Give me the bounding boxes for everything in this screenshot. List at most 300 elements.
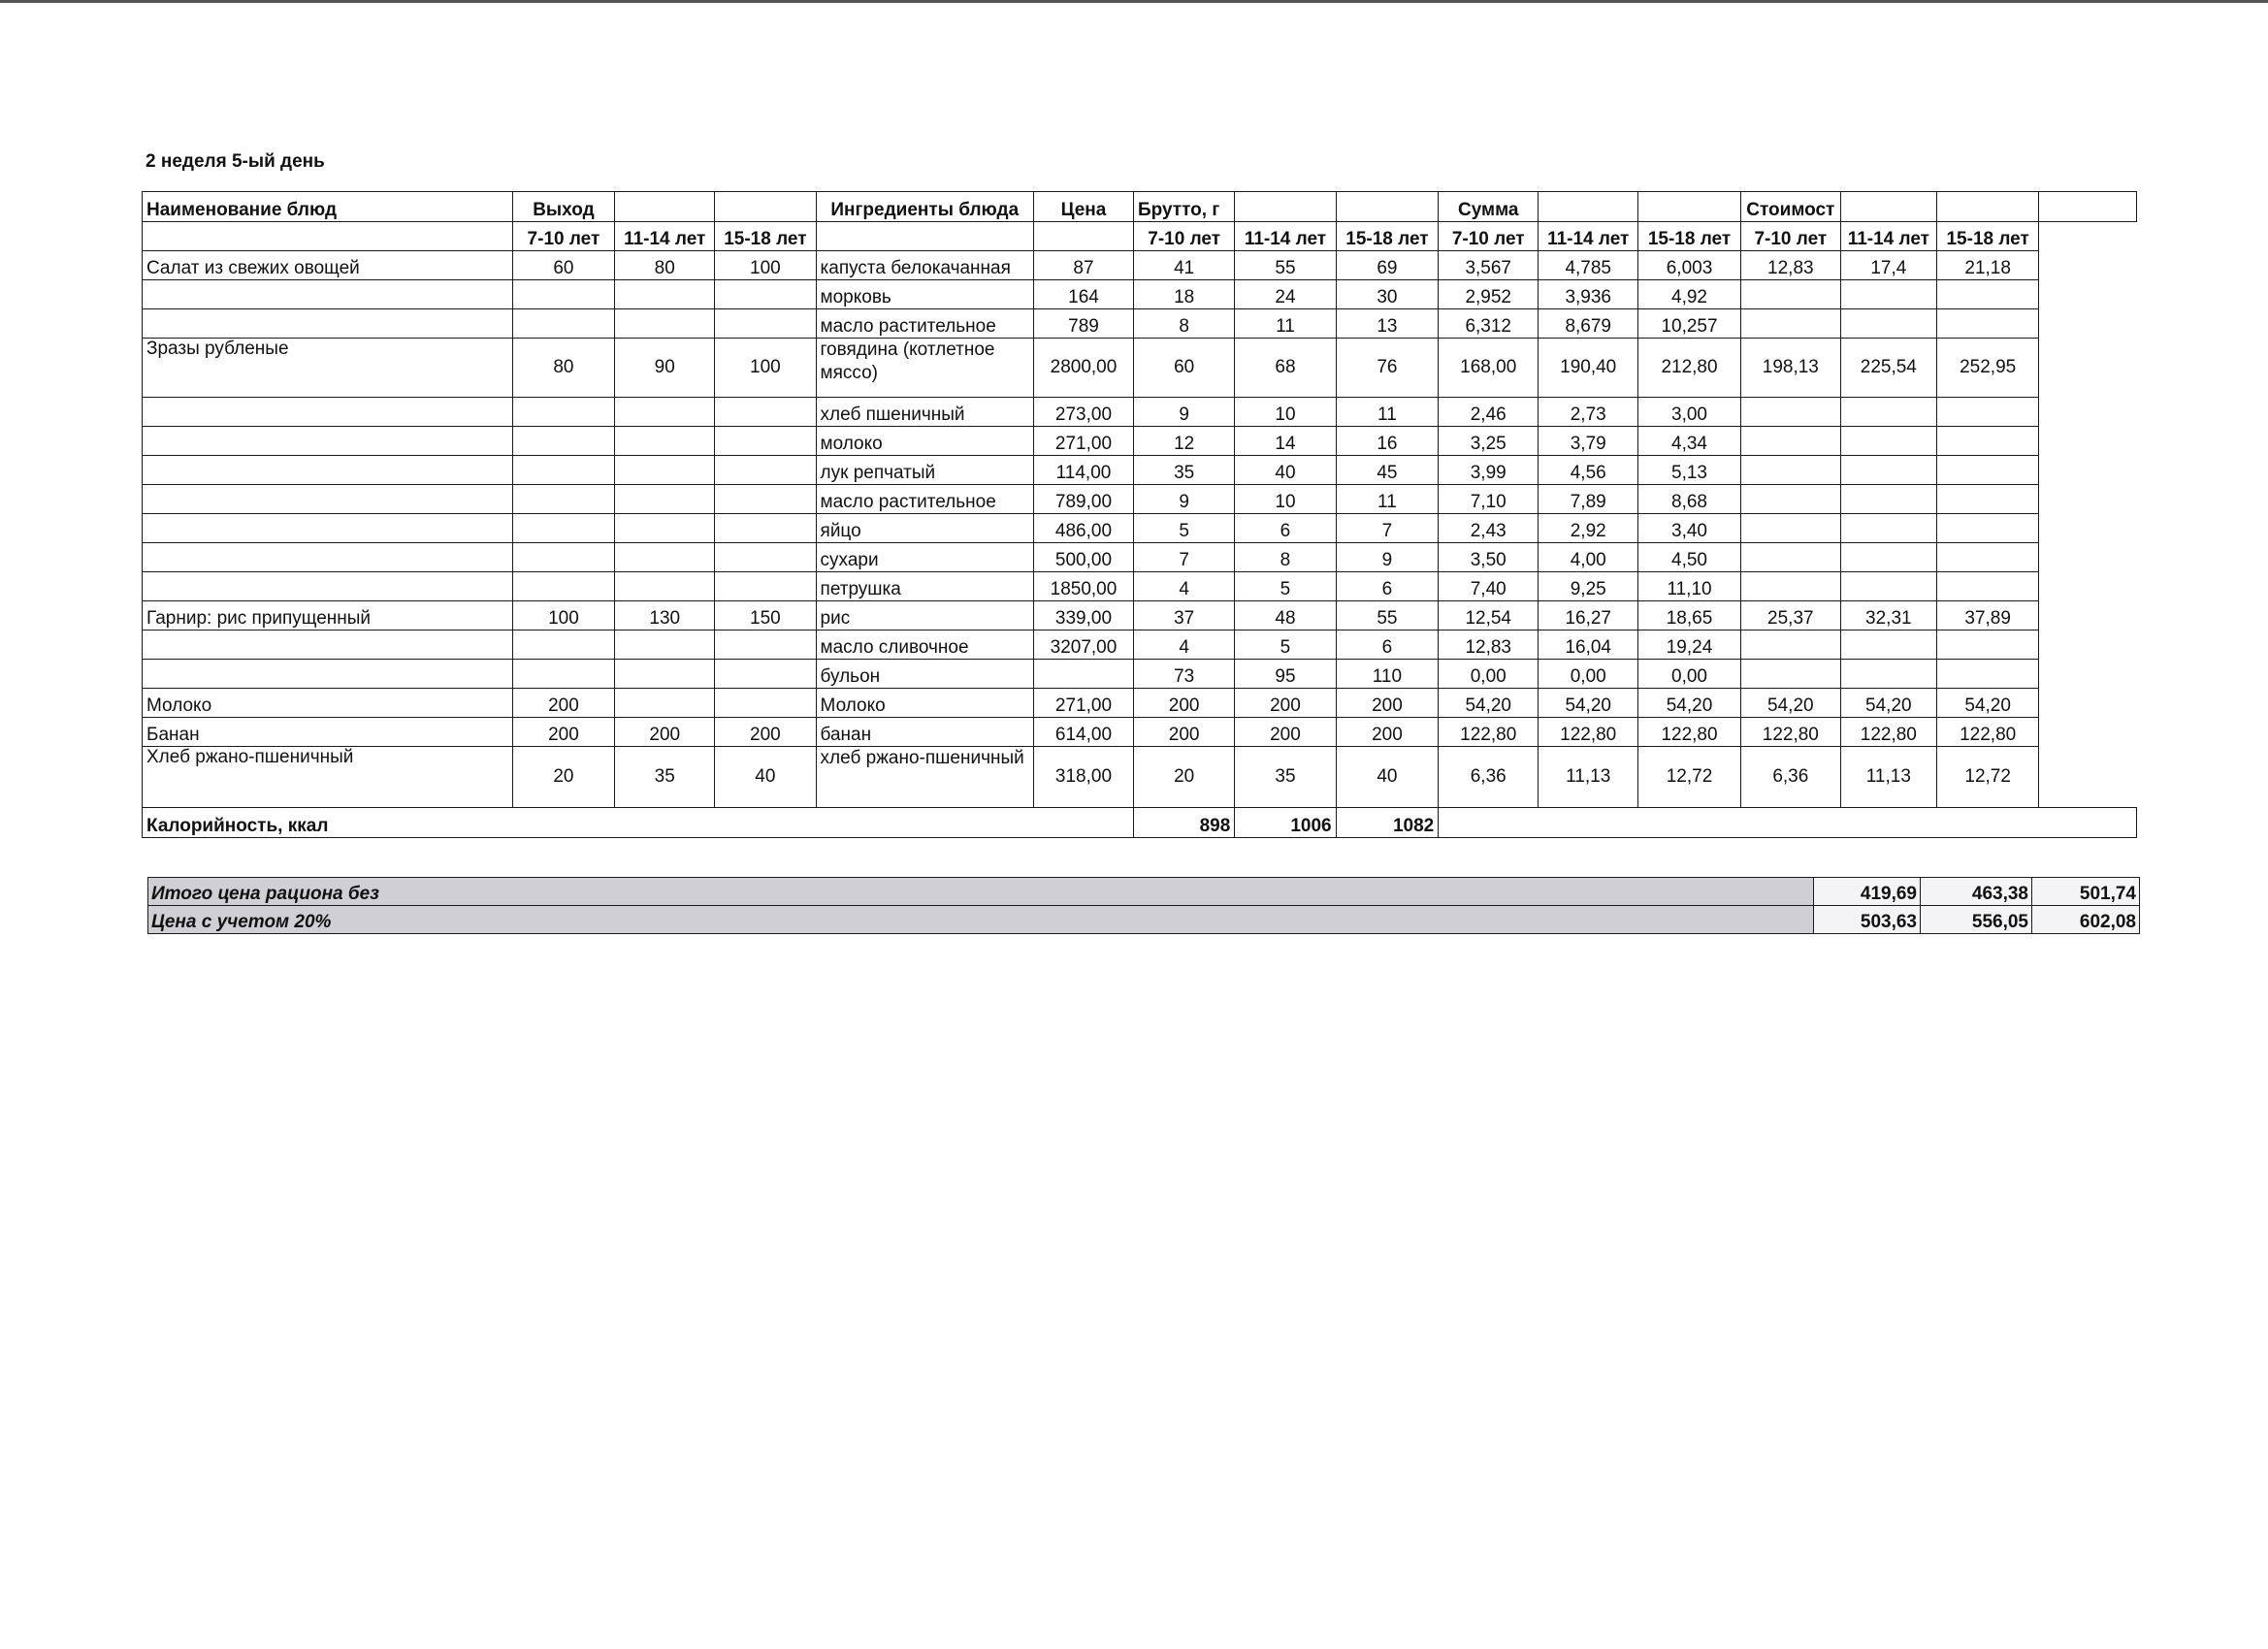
- dish-name-cell: [143, 572, 513, 601]
- sum-cell: 9,25: [1539, 572, 1638, 601]
- total-value: 501,74: [2032, 878, 2140, 906]
- sum-cell: 3,50: [1439, 543, 1539, 572]
- gross-cell: 7: [1336, 514, 1439, 543]
- cost-cell: [1840, 630, 1936, 660]
- gross-cell: 12: [1133, 427, 1234, 456]
- ingredient-cell: банан: [816, 718, 1033, 747]
- sum-cell: 0,00: [1638, 660, 1741, 689]
- sum-cell: 0,00: [1439, 660, 1539, 689]
- header-gross: Брутто, г: [1133, 192, 1234, 222]
- header-blank: [1336, 192, 1439, 222]
- output-cell: 90: [615, 339, 715, 398]
- cost-cell: 122,80: [1936, 718, 2039, 747]
- dish-name-cell: Гарнир: рис припущенный: [143, 601, 513, 630]
- sum-cell: 8,679: [1539, 309, 1638, 339]
- cost-cell: 54,20: [1740, 689, 1840, 718]
- table-row: [143, 427, 2137, 456]
- sum-cell: 122,80: [1539, 718, 1638, 747]
- ingredient-cell: морковь: [816, 280, 1033, 309]
- table-row: [143, 514, 2137, 543]
- dish-name-cell: Банан: [143, 718, 513, 747]
- output-cell: [715, 514, 816, 543]
- gross-cell: 6: [1235, 514, 1336, 543]
- dish-name-cell: [143, 485, 513, 514]
- scan-top-edge: [0, 0, 2268, 3]
- total-label: Итого цена рациона без: [148, 878, 1814, 906]
- header-age-7-10: 7-10 лет: [1740, 222, 1840, 251]
- ingredient-cell: масло растительное: [816, 485, 1033, 514]
- header-blank: [816, 222, 1033, 251]
- cost-cell: [1936, 309, 2039, 339]
- table-row: [143, 689, 2137, 718]
- output-cell: 200: [615, 718, 715, 747]
- header-price: Цена: [1034, 192, 1134, 222]
- total-row: [148, 906, 2140, 934]
- price-cell: 1850,00: [1034, 572, 1134, 601]
- gross-cell: 4: [1133, 630, 1234, 660]
- sum-cell: 3,567: [1439, 251, 1539, 280]
- header-blank: [143, 222, 513, 251]
- output-cell: [512, 660, 615, 689]
- output-cell: [615, 485, 715, 514]
- gross-cell: 200: [1235, 689, 1336, 718]
- output-cell: 130: [615, 601, 715, 630]
- cost-cell: 12,83: [1740, 251, 1840, 280]
- sum-cell: 212,80: [1638, 339, 1741, 398]
- sum-cell: 10,257: [1638, 309, 1741, 339]
- gross-cell: 37: [1133, 601, 1234, 630]
- dish-name-cell: [143, 280, 513, 309]
- table-row: [143, 601, 2137, 630]
- sum-cell: 6,312: [1439, 309, 1539, 339]
- cost-cell: [1740, 398, 1840, 427]
- output-cell: [715, 660, 816, 689]
- price-cell: 273,00: [1034, 398, 1134, 427]
- header-sum: Сумма: [1439, 192, 1539, 222]
- cost-cell: [1840, 309, 1936, 339]
- output-cell: 40: [715, 747, 816, 808]
- header-row-1: [143, 192, 2137, 222]
- sum-cell: 2,73: [1539, 398, 1638, 427]
- table-row: [143, 485, 2137, 514]
- sum-cell: 168,00: [1439, 339, 1539, 398]
- calories-value: 1006: [1235, 808, 1336, 838]
- ingredient-cell: хлеб пшеничный: [816, 398, 1033, 427]
- cost-cell: [1936, 543, 2039, 572]
- gross-cell: 60: [1133, 339, 1234, 398]
- cost-cell: [1936, 485, 2039, 514]
- sum-cell: 4,92: [1638, 280, 1741, 309]
- ingredient-cell: петрушка: [816, 572, 1033, 601]
- sum-cell: 12,72: [1638, 747, 1741, 808]
- gross-cell: 10: [1235, 485, 1336, 514]
- cost-cell: [1840, 456, 1936, 485]
- output-cell: [615, 280, 715, 309]
- cost-cell: [1840, 427, 1936, 456]
- output-cell: [512, 456, 615, 485]
- cost-cell: [1840, 660, 1936, 689]
- gross-cell: 48: [1235, 601, 1336, 630]
- header-blank: [1539, 192, 1638, 222]
- cost-cell: 32,31: [1840, 601, 1936, 630]
- sum-cell: 5,13: [1638, 456, 1741, 485]
- header-dish: Наименование блюд: [143, 192, 513, 222]
- total-value: 503,63: [1814, 906, 1921, 934]
- header-age-15-18: 15-18 лет: [1638, 222, 1741, 251]
- calories-row: [143, 808, 2137, 838]
- output-cell: [615, 630, 715, 660]
- header-cost: Стоимост: [1740, 192, 1840, 222]
- dish-name-cell: [143, 660, 513, 689]
- gross-cell: 5: [1235, 572, 1336, 601]
- sum-cell: 12,83: [1439, 630, 1539, 660]
- price-cell: 318,00: [1034, 747, 1134, 808]
- gross-cell: 110: [1336, 660, 1439, 689]
- cost-cell: 54,20: [1936, 689, 2039, 718]
- header-age-15-18: 15-18 лет: [715, 222, 816, 251]
- dish-name-cell: [143, 630, 513, 660]
- output-cell: [512, 485, 615, 514]
- header-age-7-10: 7-10 лет: [512, 222, 615, 251]
- header-blank: [1235, 192, 1336, 222]
- gross-cell: 69: [1336, 251, 1439, 280]
- table-row: [143, 660, 2137, 689]
- cost-cell: [1840, 280, 1936, 309]
- sum-cell: 54,20: [1638, 689, 1741, 718]
- output-cell: [615, 689, 715, 718]
- table-row: [143, 280, 2137, 309]
- sum-cell: 8,68: [1638, 485, 1741, 514]
- sum-cell: 16,27: [1539, 601, 1638, 630]
- totals-table: [147, 877, 2140, 934]
- ingredient-cell: Молоко: [816, 689, 1033, 718]
- output-cell: [615, 660, 715, 689]
- sum-cell: 3,99: [1439, 456, 1539, 485]
- output-cell: 100: [715, 251, 816, 280]
- price-cell: 789,00: [1034, 485, 1134, 514]
- gross-cell: 200: [1133, 689, 1234, 718]
- cost-cell: [1936, 514, 2039, 543]
- output-cell: [512, 309, 615, 339]
- gross-cell: 45: [1336, 456, 1439, 485]
- cost-cell: [1936, 660, 2039, 689]
- calories-label: Калорийность, ккал: [143, 808, 1134, 838]
- cost-cell: [1936, 572, 2039, 601]
- cost-cell: 54,20: [1840, 689, 1936, 718]
- gross-cell: 200: [1336, 718, 1439, 747]
- sum-cell: 2,46: [1439, 398, 1539, 427]
- header-age-7-10: 7-10 лет: [1439, 222, 1539, 251]
- output-cell: [715, 456, 816, 485]
- cost-cell: 21,18: [1936, 251, 2039, 280]
- table-row: [143, 339, 2137, 398]
- price-cell: 486,00: [1034, 514, 1134, 543]
- gross-cell: 11: [1235, 309, 1336, 339]
- sum-cell: 54,20: [1439, 689, 1539, 718]
- sum-cell: 11,10: [1638, 572, 1741, 601]
- ingredient-cell: капуста белокачанная: [816, 251, 1033, 280]
- output-cell: [512, 572, 615, 601]
- dish-name-cell: [143, 543, 513, 572]
- header-blank: [615, 192, 715, 222]
- table-row: [143, 747, 2137, 808]
- sum-cell: 7,10: [1439, 485, 1539, 514]
- output-cell: 20: [512, 747, 615, 808]
- ingredient-cell: лук репчатый: [816, 456, 1033, 485]
- dish-name-cell: Зразы рубленые: [143, 339, 513, 398]
- menu-cost-table: [142, 191, 2137, 838]
- gross-cell: 6: [1336, 630, 1439, 660]
- ingredient-cell: масло растительное: [816, 309, 1033, 339]
- gross-cell: 200: [1133, 718, 1234, 747]
- cost-cell: [1840, 543, 1936, 572]
- price-cell: 614,00: [1034, 718, 1134, 747]
- header-row-2: [143, 222, 2137, 251]
- price-cell: 271,00: [1034, 689, 1134, 718]
- sum-cell: 190,40: [1539, 339, 1638, 398]
- cost-cell: [1740, 280, 1840, 309]
- sum-cell: 12,54: [1439, 601, 1539, 630]
- cost-cell: 198,13: [1740, 339, 1840, 398]
- cost-cell: 6,36: [1740, 747, 1840, 808]
- total-value: 556,05: [1921, 906, 2032, 934]
- output-cell: [715, 630, 816, 660]
- gross-cell: 41: [1133, 251, 1234, 280]
- gross-cell: 200: [1235, 718, 1336, 747]
- output-cell: [615, 427, 715, 456]
- total-label: Цена с учетом 20%: [148, 906, 1814, 934]
- page-title: 2 неделя 5-ый день: [146, 151, 325, 172]
- totals-body: [148, 878, 2140, 934]
- output-cell: [615, 456, 715, 485]
- gross-cell: 6: [1336, 572, 1439, 601]
- table-row: [143, 309, 2137, 339]
- sum-cell: 4,785: [1539, 251, 1638, 280]
- gross-cell: 68: [1235, 339, 1336, 398]
- table-body: [143, 192, 2137, 838]
- cost-cell: [1936, 280, 2039, 309]
- cost-cell: [1740, 630, 1840, 660]
- gross-cell: 13: [1336, 309, 1439, 339]
- header-blank: [715, 192, 816, 222]
- gross-cell: 4: [1133, 572, 1234, 601]
- output-cell: [512, 630, 615, 660]
- dish-name-cell: [143, 427, 513, 456]
- header-blank: [1936, 192, 2039, 222]
- header-blank: [1034, 222, 1134, 251]
- output-cell: [715, 543, 816, 572]
- cost-cell: [1936, 427, 2039, 456]
- table-row: [143, 630, 2137, 660]
- output-cell: 35: [615, 747, 715, 808]
- gross-cell: 16: [1336, 427, 1439, 456]
- gross-cell: 14: [1235, 427, 1336, 456]
- cost-cell: 37,89: [1936, 601, 2039, 630]
- output-cell: 80: [615, 251, 715, 280]
- header-age-11-14: 11-14 лет: [615, 222, 715, 251]
- output-cell: 200: [512, 718, 615, 747]
- sum-cell: 4,00: [1539, 543, 1638, 572]
- output-cell: 100: [512, 601, 615, 630]
- header-age-7-10: 7-10 лет: [1133, 222, 1234, 251]
- output-cell: [512, 398, 615, 427]
- price-cell: [1034, 660, 1134, 689]
- ingredient-cell: сухари: [816, 543, 1033, 572]
- ingredient-cell: масло сливочное: [816, 630, 1033, 660]
- header-blank: [1840, 192, 1936, 222]
- cost-cell: [1740, 572, 1840, 601]
- cost-cell: 25,37: [1740, 601, 1840, 630]
- sum-cell: 4,34: [1638, 427, 1741, 456]
- cost-cell: [1936, 398, 2039, 427]
- output-cell: [715, 280, 816, 309]
- header-age-15-18: 15-18 лет: [1336, 222, 1439, 251]
- price-cell: 3207,00: [1034, 630, 1134, 660]
- output-cell: 80: [512, 339, 615, 398]
- header-age-11-14: 11-14 лет: [1235, 222, 1336, 251]
- sum-cell: 4,56: [1539, 456, 1638, 485]
- output-cell: [715, 427, 816, 456]
- ingredient-cell: молоко: [816, 427, 1033, 456]
- header-blank: [2039, 192, 2137, 222]
- ingredient-cell: яйцо: [816, 514, 1033, 543]
- gross-cell: 7: [1133, 543, 1234, 572]
- gross-cell: 35: [1235, 747, 1336, 808]
- sum-cell: 3,00: [1638, 398, 1741, 427]
- total-value: 419,69: [1814, 878, 1921, 906]
- output-cell: 200: [512, 689, 615, 718]
- output-cell: [715, 398, 816, 427]
- output-cell: [615, 398, 715, 427]
- sum-cell: 2,43: [1439, 514, 1539, 543]
- gross-cell: 11: [1336, 398, 1439, 427]
- output-cell: [615, 572, 715, 601]
- cost-cell: 122,80: [1840, 718, 1936, 747]
- output-cell: [512, 543, 615, 572]
- output-cell: [512, 427, 615, 456]
- output-cell: [615, 514, 715, 543]
- output-cell: [715, 572, 816, 601]
- table-row: [143, 398, 2137, 427]
- cost-cell: [1840, 398, 1936, 427]
- gross-cell: 95: [1235, 660, 1336, 689]
- gross-cell: 9: [1133, 485, 1234, 514]
- gross-cell: 76: [1336, 339, 1439, 398]
- gross-cell: 35: [1133, 456, 1234, 485]
- total-row: [148, 878, 2140, 906]
- cost-cell: [1936, 630, 2039, 660]
- gross-cell: 5: [1235, 630, 1336, 660]
- output-cell: [715, 485, 816, 514]
- output-cell: 100: [715, 339, 816, 398]
- price-cell: 2800,00: [1034, 339, 1134, 398]
- gross-cell: 11: [1336, 485, 1439, 514]
- gross-cell: 9: [1336, 543, 1439, 572]
- sum-cell: 3,40: [1638, 514, 1741, 543]
- gross-cell: 20: [1133, 747, 1234, 808]
- sum-cell: 3,79: [1539, 427, 1638, 456]
- cost-cell: 225,54: [1840, 339, 1936, 398]
- cost-cell: [1740, 309, 1840, 339]
- gross-cell: 55: [1336, 601, 1439, 630]
- sum-cell: 0,00: [1539, 660, 1638, 689]
- price-cell: 114,00: [1034, 456, 1134, 485]
- gross-cell: 8: [1235, 543, 1336, 572]
- cost-cell: 17,4: [1840, 251, 1936, 280]
- price-cell: 164: [1034, 280, 1134, 309]
- cost-cell: [1740, 485, 1840, 514]
- output-cell: 60: [512, 251, 615, 280]
- cost-cell: [1740, 543, 1840, 572]
- cost-cell: [1840, 572, 1936, 601]
- table-row: [143, 456, 2137, 485]
- gross-cell: 73: [1133, 660, 1234, 689]
- sum-cell: 4,50: [1638, 543, 1741, 572]
- sum-cell: 19,24: [1638, 630, 1741, 660]
- table-row: [143, 572, 2137, 601]
- output-cell: 200: [715, 718, 816, 747]
- cost-cell: [1936, 456, 2039, 485]
- sum-cell: 6,003: [1638, 251, 1741, 280]
- gross-cell: 9: [1133, 398, 1234, 427]
- cost-cell: [1840, 485, 1936, 514]
- cost-cell: [1740, 514, 1840, 543]
- header-output: Выход: [512, 192, 615, 222]
- ingredient-cell: говядина (котлетное мяссо): [816, 339, 1033, 398]
- total-value: 463,38: [1921, 878, 2032, 906]
- ingredient-cell: рис: [816, 601, 1033, 630]
- dish-name-cell: [143, 309, 513, 339]
- cost-cell: 12,72: [1936, 747, 2039, 808]
- cost-cell: [1840, 514, 1936, 543]
- cost-cell: [1740, 456, 1840, 485]
- sum-cell: 6,36: [1439, 747, 1539, 808]
- cost-cell: 252,95: [1936, 339, 2039, 398]
- ingredient-cell: хлеб ржано-пшеничный: [816, 747, 1033, 808]
- output-cell: [715, 309, 816, 339]
- output-cell: [715, 689, 816, 718]
- sum-cell: 3,936: [1539, 280, 1638, 309]
- table-row: [143, 251, 2137, 280]
- output-cell: [512, 280, 615, 309]
- price-cell: 500,00: [1034, 543, 1134, 572]
- header-age-15-18: 15-18 лет: [1936, 222, 2039, 251]
- table-row: [143, 543, 2137, 572]
- price-cell: 87: [1034, 251, 1134, 280]
- dish-name-cell: [143, 514, 513, 543]
- sum-cell: 3,25: [1439, 427, 1539, 456]
- header-age-11-14: 11-14 лет: [1539, 222, 1638, 251]
- gross-cell: 200: [1336, 689, 1439, 718]
- total-value: 602,08: [2032, 906, 2140, 934]
- header-ingredients: Ингредиенты блюда: [816, 192, 1033, 222]
- gross-cell: 40: [1235, 456, 1336, 485]
- sum-cell: 7,40: [1439, 572, 1539, 601]
- header-age-11-14: 11-14 лет: [1840, 222, 1936, 251]
- sum-cell: 11,13: [1539, 747, 1638, 808]
- output-cell: [615, 543, 715, 572]
- gross-cell: 18: [1133, 280, 1234, 309]
- gross-cell: 10: [1235, 398, 1336, 427]
- sum-cell: 7,89: [1539, 485, 1638, 514]
- dish-name-cell: [143, 456, 513, 485]
- gross-cell: 30: [1336, 280, 1439, 309]
- gross-cell: 5: [1133, 514, 1234, 543]
- gross-cell: 40: [1336, 747, 1439, 808]
- output-cell: [512, 514, 615, 543]
- cost-cell: [1740, 427, 1840, 456]
- header-blank: [1638, 192, 1741, 222]
